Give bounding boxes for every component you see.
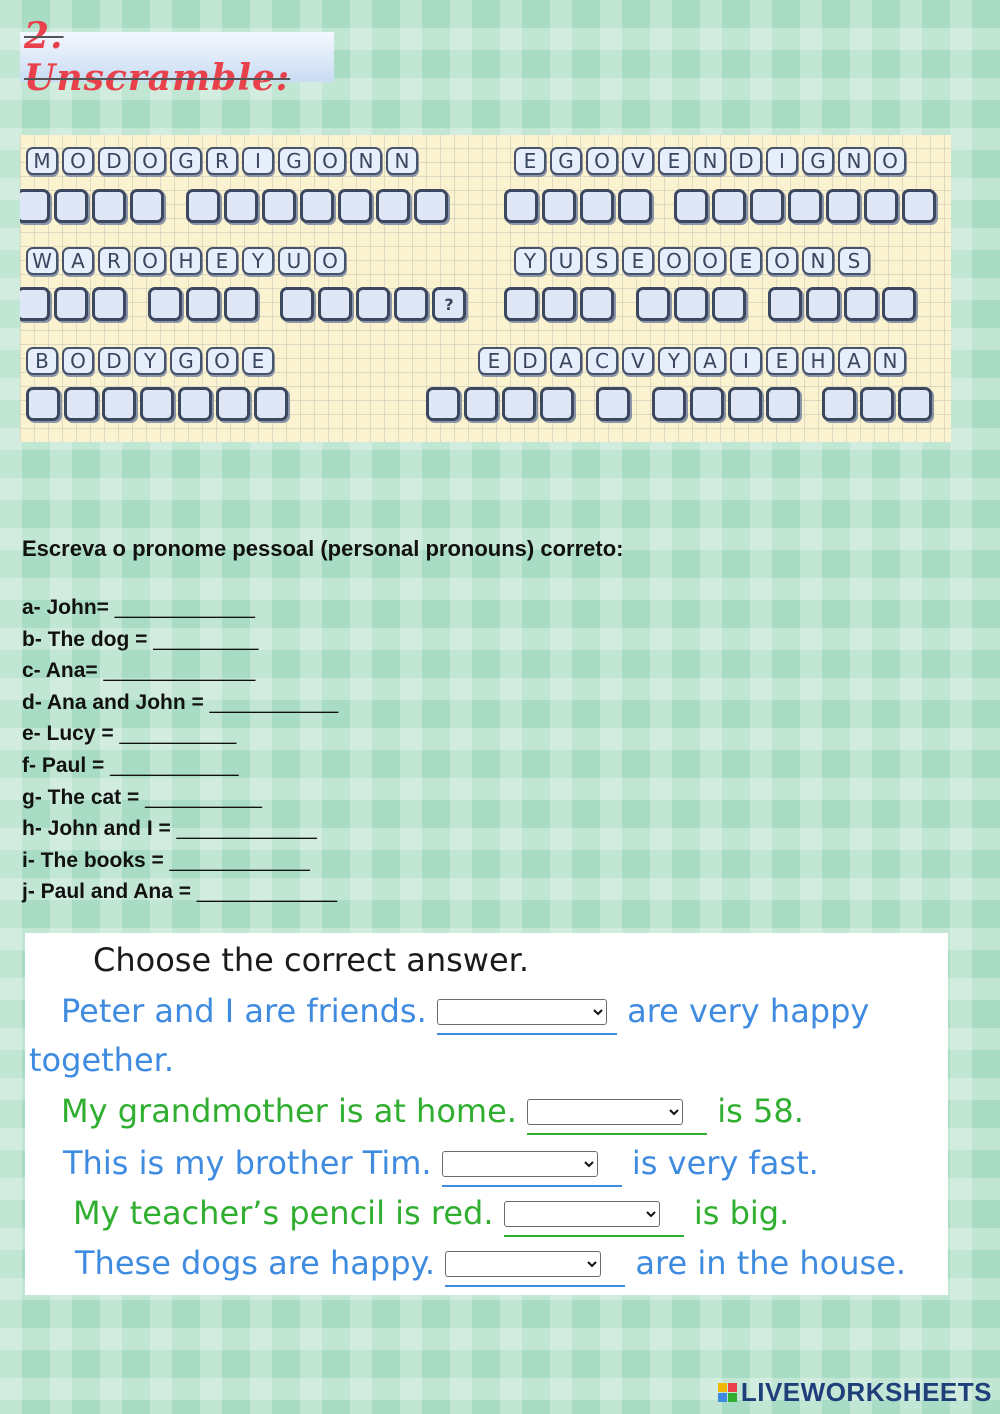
answer-slot[interactable]: [64, 387, 98, 421]
answer-slot[interactable]: [280, 287, 314, 321]
answer-slot[interactable]: [254, 387, 288, 421]
letter-tile: G: [550, 147, 582, 175]
sentence-4: [73, 1193, 789, 1237]
letter-tile: D: [98, 347, 130, 375]
pronoun-item-label: e- Lucy =: [22, 722, 120, 746]
answer-slot[interactable]: [224, 189, 258, 223]
letter-tile: O: [586, 147, 618, 175]
letter-tile: S: [838, 247, 870, 275]
answer-slot[interactable]: [712, 287, 746, 321]
answer-slot[interactable]: [186, 189, 220, 223]
answer-slot[interactable]: [26, 387, 60, 421]
letter-tile: O: [314, 247, 346, 275]
letter-tile: O: [62, 147, 94, 175]
answer-slot[interactable]: [186, 287, 220, 321]
choose-answer-panel: [25, 933, 948, 1295]
letter-tile: R: [206, 147, 238, 175]
letter-tile: H: [802, 347, 834, 375]
answer-slot[interactable]: [728, 387, 762, 421]
pronoun-item-label: i- The books =: [22, 848, 170, 872]
puzzle-2-letters: [514, 147, 906, 175]
sentence-1-after: are very happy: [627, 992, 870, 1030]
letter-tile: N: [874, 347, 906, 375]
letter-tile: O: [694, 247, 726, 275]
pronoun-item-blank[interactable]: ____________: [196, 880, 337, 904]
answer-slot[interactable]: [826, 189, 860, 223]
sentence-1: [61, 991, 869, 1035]
answer-slot[interactable]: [130, 189, 164, 223]
answer-slot[interactable]: [148, 287, 182, 321]
answer-slot[interactable]: [92, 287, 126, 321]
answer-slot[interactable]: [860, 387, 894, 421]
answer-slot[interactable]: [542, 287, 576, 321]
sentence-2-after: is 58.: [717, 1092, 804, 1130]
pronoun-item: [22, 845, 623, 877]
pronoun-item: [22, 876, 623, 908]
sentence-1-before: Peter and I are friends.: [61, 992, 427, 1030]
answer-5-select[interactable]: [445, 1251, 601, 1277]
answer-slot[interactable]: [20, 287, 50, 321]
logo-text: LIVEWORKSHEETS: [740, 1377, 992, 1407]
pronoun-item: [22, 718, 623, 750]
letter-tile: B: [26, 347, 58, 375]
answer-slot[interactable]: [338, 189, 372, 223]
answer-slot[interactable]: [262, 189, 296, 223]
pronoun-item-label: g- The cat =: [22, 785, 146, 809]
answer-slot[interactable]: [224, 287, 258, 321]
answer-slot[interactable]: [580, 287, 614, 321]
letter-tile: N: [350, 147, 382, 175]
section-title-banner: [20, 15, 334, 99]
answer-slot[interactable]: [844, 287, 878, 321]
sentence-1-continuation: together.: [29, 1041, 175, 1079]
answer-slot[interactable]: [580, 189, 614, 223]
letter-tile: D: [514, 347, 546, 375]
pronoun-item-label: b- The dog =: [22, 627, 154, 651]
puzzle-3-slots: [20, 287, 466, 321]
answer-slot[interactable]: [426, 387, 460, 421]
answer-slot[interactable]: [178, 387, 212, 421]
answer-4-underline: [504, 1193, 684, 1237]
pronoun-item-blank[interactable]: ____________: [169, 848, 310, 872]
letter-tile: S: [586, 247, 618, 275]
letter-tile: G: [170, 147, 202, 175]
letter-tile: N: [694, 147, 726, 175]
letter-tile: U: [550, 247, 582, 275]
letter-tile: G: [170, 347, 202, 375]
letter-tile: D: [730, 147, 762, 175]
answer-2-underline: [527, 1091, 707, 1135]
answer-2-select[interactable]: [527, 1099, 683, 1125]
answer-slot[interactable]: [504, 287, 538, 321]
pronoun-item-blank[interactable]: __________: [145, 785, 262, 809]
sentence-3: [63, 1143, 819, 1187]
letter-tile: E: [242, 347, 274, 375]
pronoun-item-blank[interactable]: ____________: [176, 817, 317, 841]
letter-tile: O: [134, 147, 166, 175]
puzzle-4-letters: [514, 247, 870, 275]
puzzle-3-letters: [26, 247, 346, 275]
letter-tile: A: [838, 347, 870, 375]
letter-tile: E: [658, 147, 690, 175]
letter-tile: C: [586, 347, 618, 375]
logo-mark-icon: [718, 1383, 737, 1402]
letter-tile: A: [550, 347, 582, 375]
letter-tile: Y: [658, 347, 690, 375]
pronoun-item-blank[interactable]: __________: [119, 722, 237, 746]
answer-slot[interactable]: [464, 387, 498, 421]
pronoun-item: [22, 624, 623, 656]
letter-tile: E: [766, 347, 798, 375]
puzzle-4-slots: [504, 287, 916, 321]
letter-tile: E: [622, 247, 654, 275]
letter-tile: I: [730, 347, 762, 375]
pronoun-item-blank[interactable]: ___________: [110, 753, 239, 777]
answer-slot[interactable]: [712, 189, 746, 223]
answer-slot[interactable]: [54, 189, 88, 223]
letter-tile: G: [278, 147, 310, 175]
choose-heading: Choose the correct answer.: [93, 941, 530, 979]
answer-slot[interactable]: [394, 287, 428, 321]
answer-slot[interactable]: [822, 387, 856, 421]
answer-slot[interactable]: [542, 189, 576, 223]
pronoun-item: [22, 750, 623, 782]
pronoun-item-label: c- Ana=: [22, 659, 104, 683]
letter-tile: O: [314, 147, 346, 175]
pronoun-item-blank[interactable]: ___________: [209, 690, 339, 714]
answer-slot[interactable]: [806, 287, 840, 321]
pronoun-item-label: d- Ana and John =: [22, 690, 210, 714]
sentence-3-before: This is my brother Tim.: [63, 1144, 432, 1182]
pronoun-item: [22, 655, 623, 687]
answer-1-select[interactable]: [437, 999, 607, 1025]
letter-tile: Y: [242, 247, 274, 275]
letter-tile: N: [838, 147, 870, 175]
puzzle-6-letters: [478, 347, 906, 375]
letter-tile: N: [802, 247, 834, 275]
letter-tile: D: [98, 147, 130, 175]
answer-slot[interactable]: [864, 189, 898, 223]
puzzle-1-letters: [26, 147, 418, 175]
pronoun-list: [22, 592, 623, 908]
answer-slot[interactable]: [652, 387, 686, 421]
answer-slot[interactable]: [414, 189, 448, 223]
answer-3-underline: [442, 1143, 622, 1187]
letter-tile: W: [26, 247, 58, 275]
letter-tile: I: [242, 147, 274, 175]
answer-slot[interactable]: [54, 287, 88, 321]
pronoun-item-blank[interactable]: ____________: [114, 596, 255, 619]
answer-3-select[interactable]: [442, 1151, 598, 1177]
pronoun-item-label: f- Paul =: [22, 753, 111, 777]
pronoun-exercise: [22, 536, 623, 908]
unscramble-panel: [20, 135, 951, 442]
letter-tile: V: [622, 347, 654, 375]
letter-tile: O: [206, 347, 238, 375]
letter-tile: V: [622, 147, 654, 175]
answer-slot[interactable]: [540, 387, 574, 421]
sentence-5-after: are in the house.: [635, 1244, 907, 1282]
puzzle-5-letters: [26, 347, 274, 375]
liveworksheets-logo[interactable]: [718, 1377, 992, 1408]
pronoun-heading: Escreva o pronome pessoal (personal pronouns) correto:: [22, 536, 624, 561]
letter-tile: E: [730, 247, 762, 275]
sentence-2: [61, 1091, 804, 1135]
letter-tile: O: [874, 147, 906, 175]
sentence-2-before: My grandmother is at home.: [61, 1092, 517, 1130]
pronoun-item-label: h- John and I =: [22, 817, 177, 841]
letter-tile: O: [62, 347, 94, 375]
letter-tile: O: [766, 247, 798, 275]
answer-slot[interactable]: [618, 189, 652, 223]
answer-1-underline: [437, 991, 617, 1035]
letter-tile: R: [98, 247, 130, 275]
answer-slot[interactable]: [20, 189, 50, 223]
letter-tile: E: [206, 247, 238, 275]
sentence-5: [75, 1243, 906, 1287]
pronoun-item: [22, 592, 623, 624]
answer-slot[interactable]: [882, 287, 916, 321]
answer-slot[interactable]: [690, 387, 724, 421]
puzzle-5-slots: [26, 387, 288, 421]
answer-slot[interactable]: [768, 287, 802, 321]
answer-slot[interactable]: [674, 287, 708, 321]
answer-slot[interactable]: [596, 387, 630, 421]
pronoun-item-label: a- John=: [22, 596, 115, 619]
answer-slot[interactable]: [502, 387, 536, 421]
answer-slot[interactable]: [504, 189, 538, 223]
answer-slot[interactable]: [92, 189, 126, 223]
puzzle-1-slots: [20, 189, 448, 223]
answer-slot[interactable]: [750, 189, 784, 223]
puzzle-2-slots: [504, 189, 936, 223]
letter-tile: M: [26, 147, 58, 175]
pronoun-item: [22, 813, 623, 845]
answer-5-underline: [445, 1243, 625, 1287]
pronoun-item: [22, 687, 623, 719]
letter-tile: Y: [134, 347, 166, 375]
answer-slot[interactable]: [300, 189, 334, 223]
letter-tile: E: [478, 347, 510, 375]
answer-slot[interactable]: [902, 189, 936, 223]
sentence-4-before: My teacher’s pencil is red.: [73, 1194, 494, 1232]
answer-slot[interactable]: [216, 387, 250, 421]
puzzle-6-slots: [426, 387, 932, 421]
letter-tile: U: [278, 247, 310, 275]
answer-slot[interactable]: [318, 287, 352, 321]
sentence-3-after: is very fast.: [631, 1144, 819, 1182]
letter-tile: N: [386, 147, 418, 175]
answer-slot[interactable]: [376, 189, 410, 223]
letter-tile: O: [658, 247, 690, 275]
letter-tile: Y: [514, 247, 546, 275]
sentence-4-after: is big.: [693, 1194, 790, 1232]
pronoun-item-blank[interactable]: _____________: [103, 659, 256, 683]
section-title: 2. Unscramble:: [24, 15, 291, 99]
answer-slot[interactable]: [674, 189, 708, 223]
answer-slot[interactable]: [356, 287, 390, 321]
pronoun-item-label: j- Paul and Ana =: [22, 880, 197, 904]
letter-tile: G: [802, 147, 834, 175]
answer-slot[interactable]: [102, 387, 136, 421]
letter-tile: H: [170, 247, 202, 275]
sentence-5-before: These dogs are happy.: [75, 1244, 436, 1282]
pronoun-item-blank[interactable]: _________: [153, 627, 259, 651]
answer-slot[interactable]: [898, 387, 932, 421]
letter-tile: E: [514, 147, 546, 175]
answer-4-select[interactable]: [504, 1201, 660, 1227]
answer-slot[interactable]: [766, 387, 800, 421]
answer-slot[interactable]: [788, 189, 822, 223]
pronoun-item: [22, 782, 623, 814]
answer-slot[interactable]: [140, 387, 174, 421]
question-mark-slot: ?: [432, 287, 466, 321]
answer-slot[interactable]: [636, 287, 670, 321]
letter-tile: O: [134, 247, 166, 275]
letter-tile: I: [766, 147, 798, 175]
letter-tile: A: [694, 347, 726, 375]
letter-tile: A: [62, 247, 94, 275]
